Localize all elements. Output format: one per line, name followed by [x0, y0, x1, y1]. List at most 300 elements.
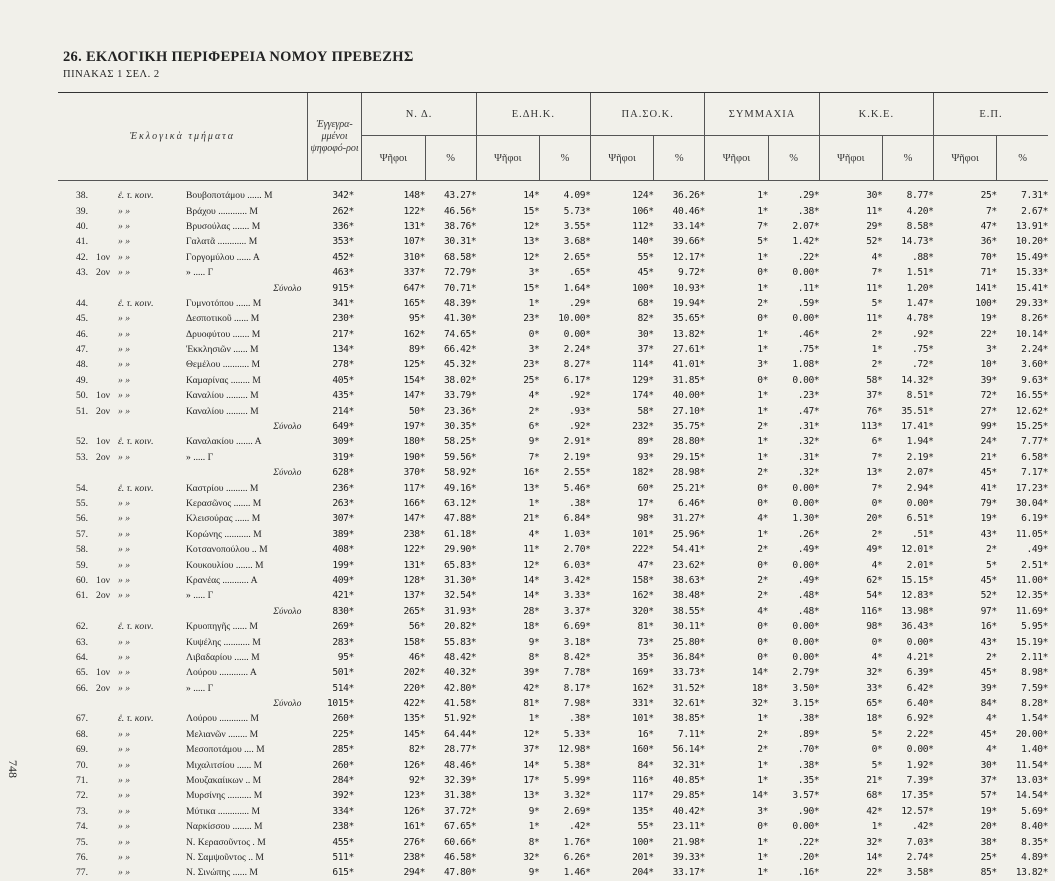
percent-cell: 2.65* — [563, 251, 591, 263]
area-kind: » » — [118, 836, 130, 848]
votes-cell: 154* — [403, 374, 425, 386]
votes-cell: 42* — [866, 805, 883, 817]
percent-cell: 46.56* — [443, 205, 477, 217]
percent-cell: 0.00* — [906, 744, 934, 756]
area-name: Μιχαλιτσίου ...... Μ — [186, 759, 263, 771]
header-party: Ν. Δ. — [362, 93, 476, 136]
registered-cell: 915* — [332, 282, 354, 294]
registered-cell: 238* — [332, 821, 354, 833]
votes-cell: 93* — [637, 451, 654, 463]
votes-cell: 49* — [866, 544, 883, 556]
percent-cell: 40.32* — [443, 667, 477, 679]
area-kind: » » — [118, 374, 130, 386]
votes-cell: 2* — [757, 297, 769, 309]
votes-cell: 3* — [757, 359, 769, 371]
area-ordinal: 1ον — [96, 251, 110, 263]
votes-cell: 37* — [980, 775, 997, 787]
area-number: 39. — [76, 205, 88, 217]
percent-cell: 2.67* — [1021, 205, 1048, 217]
registered-cell: 409* — [332, 574, 354, 586]
votes-cell: 337* — [403, 267, 425, 279]
registered-cell: 435* — [332, 390, 354, 402]
votes-cell: 25* — [523, 374, 540, 386]
votes-cell: 126* — [403, 759, 425, 771]
percent-cell: 15.41* — [1015, 282, 1048, 294]
votes-cell: 14* — [523, 574, 540, 586]
percent-cell: 2.19* — [563, 451, 591, 463]
area-kind: » » — [118, 744, 130, 756]
votes-cell: 32* — [866, 667, 883, 679]
area-name: Σύνολο — [273, 421, 302, 433]
percent-cell: .35* — [797, 775, 820, 787]
area-number: 45. — [76, 313, 88, 325]
votes-cell: 81* — [637, 621, 654, 633]
percent-cell: .70* — [797, 744, 820, 756]
area-kind: » » — [118, 759, 130, 771]
votes-cell: 100* — [632, 836, 654, 848]
votes-cell: 128* — [403, 574, 425, 586]
percent-cell: 59.56* — [443, 451, 477, 463]
votes-cell: 29* — [866, 220, 883, 232]
header-registered: Ἐγγεγρα-μμένοι ψηφοφό-ροι — [307, 93, 361, 181]
votes-cell: 0* — [757, 636, 769, 648]
percent-cell: 39.33* — [672, 851, 705, 863]
votes-cell: 43* — [980, 528, 997, 540]
area-kind: » » — [118, 220, 130, 232]
percent-cell: 0.00* — [906, 636, 934, 648]
votes-cell: 1* — [528, 713, 540, 725]
table-row — [58, 296, 1048, 311]
percent-cell: 2.70* — [563, 544, 591, 556]
votes-cell: 9* — [528, 867, 540, 879]
area-number: 75. — [76, 836, 88, 848]
area-number: 42. — [76, 251, 88, 263]
percent-cell: 4.09* — [563, 190, 591, 202]
table-row — [58, 757, 1048, 772]
area-kind: » » — [118, 205, 130, 217]
area-cell — [58, 604, 307, 619]
percent-cell: 68.58* — [443, 251, 477, 263]
votes-cell: 0* — [757, 313, 769, 325]
percent-cell: 30.35* — [443, 421, 477, 433]
votes-cell: 72* — [980, 390, 997, 402]
percent-cell: 8.28* — [1021, 698, 1048, 710]
votes-cell: 42* — [523, 682, 540, 694]
percent-cell: 1.47* — [906, 297, 934, 309]
registered-cell: 134* — [332, 344, 354, 356]
votes-cell: 1* — [528, 297, 540, 309]
area-cell — [58, 465, 307, 480]
percent-cell: 27.10* — [672, 405, 705, 417]
votes-cell: 19* — [980, 805, 997, 817]
percent-cell: 2.91* — [563, 436, 591, 448]
area-name: Θεμέλου ........... Μ — [186, 359, 261, 371]
votes-cell: 70* — [980, 251, 997, 263]
area-cell — [58, 573, 307, 588]
votes-cell: 147* — [403, 390, 425, 402]
area-cell — [58, 419, 307, 434]
subheader-votes: Ψῆφοι — [705, 136, 768, 181]
table-row — [58, 511, 1048, 526]
votes-cell: 162* — [403, 328, 425, 340]
area-name: Γοργομύλου ...... Α — [186, 251, 260, 263]
area-cell — [58, 219, 307, 234]
percent-cell: 3.60* — [1021, 359, 1048, 371]
votes-cell: 32* — [751, 698, 769, 710]
percent-cell: .42* — [912, 821, 934, 833]
votes-cell: 4* — [528, 390, 540, 402]
percent-cell: .26* — [797, 528, 820, 540]
table-row — [58, 342, 1048, 357]
votes-cell: 238* — [403, 851, 425, 863]
votes-cell: 4* — [985, 713, 997, 725]
votes-cell: 28* — [523, 605, 540, 617]
percent-cell: 5.46* — [563, 482, 591, 494]
percent-cell: 7.39* — [906, 775, 934, 787]
registered-cell: 830* — [332, 605, 354, 617]
votes-cell: 647* — [403, 282, 425, 294]
area-kind: » » — [118, 313, 130, 325]
percent-cell: 11.05* — [1015, 528, 1048, 540]
area-cell — [58, 327, 307, 342]
area-name: Κυψέλης ........... Μ — [186, 636, 261, 648]
votes-cell: 16* — [523, 467, 540, 479]
percent-cell: 4.20* — [906, 205, 934, 217]
percent-cell: 29.85* — [672, 790, 705, 802]
votes-cell: 95* — [408, 313, 425, 325]
percent-cell: 3.32* — [563, 790, 591, 802]
votes-cell: 148* — [403, 190, 425, 202]
votes-cell: 7* — [871, 482, 883, 494]
area-cell — [58, 250, 307, 265]
percent-cell: .92* — [912, 328, 934, 340]
percent-cell: .92* — [569, 421, 591, 433]
header-party: ΣΥΜΜΑΧΙΑ — [705, 93, 819, 136]
votes-cell: 6* — [871, 436, 883, 448]
votes-cell: 162* — [632, 590, 654, 602]
area-number: 52. — [76, 436, 88, 448]
votes-cell: 85* — [980, 867, 997, 879]
percent-cell: 3.55* — [563, 220, 591, 232]
votes-cell: 114* — [632, 359, 654, 371]
percent-cell: 5.73* — [563, 205, 591, 217]
percent-cell: .47* — [797, 405, 820, 417]
percent-cell: 5.69* — [1021, 805, 1048, 817]
percent-cell: 11.54* — [1015, 759, 1048, 771]
area-number: 59. — [76, 559, 88, 571]
area-cell — [58, 619, 307, 634]
percent-cell: 12.98* — [558, 744, 591, 756]
area-number: 43. — [76, 267, 88, 279]
votes-cell: 0* — [757, 498, 769, 509]
registered-cell: 514* — [332, 682, 354, 694]
percent-cell: 35.51* — [901, 405, 934, 417]
percent-cell: 2.07* — [792, 220, 820, 232]
votes-cell: 45* — [980, 574, 997, 586]
area-name: » ..... Γ — [186, 590, 214, 602]
votes-cell: 135* — [403, 713, 425, 725]
percent-cell: 32.39* — [443, 775, 477, 787]
votes-cell: 55* — [637, 821, 654, 833]
area-number: 53. — [76, 451, 88, 463]
area-number: 48. — [76, 359, 88, 371]
area-number: 40. — [76, 220, 88, 232]
percent-cell: 5.99* — [563, 775, 591, 787]
area-cell — [58, 450, 307, 465]
percent-cell: 25.21* — [672, 482, 705, 494]
percent-cell: 0.00* — [792, 374, 820, 386]
area-cell — [58, 203, 307, 218]
header-party: Ε.ΔΗ.Κ. — [476, 93, 590, 136]
percent-cell: .38* — [797, 759, 820, 771]
percent-cell: 2.55* — [563, 467, 591, 479]
percent-cell: 12.35* — [1015, 590, 1048, 602]
percent-cell: 23.36* — [443, 405, 477, 417]
votes-cell: 27* — [980, 405, 997, 417]
area-name: Ν. Σαμψοῦντος .. Μ — [186, 851, 264, 863]
votes-cell: 52* — [866, 236, 883, 248]
votes-cell: 12* — [523, 251, 540, 263]
votes-cell: 39* — [523, 667, 540, 679]
area-kind: ἐ. τ. κοιν. — [118, 713, 154, 725]
percent-cell: 1.20* — [906, 282, 934, 294]
area-kind: » » — [118, 513, 130, 525]
percent-cell: 2.69* — [563, 805, 591, 817]
percent-cell: 0.00* — [792, 482, 820, 494]
area-name: Σύνολο — [273, 605, 302, 617]
percent-cell: 1.46* — [563, 867, 591, 879]
area-kind: » » — [118, 451, 130, 463]
votes-cell: 84* — [637, 759, 654, 771]
area-kind: » » — [118, 251, 130, 263]
percent-cell: 0.00* — [792, 651, 820, 663]
percent-cell: 2.94* — [906, 482, 934, 494]
votes-cell: 145* — [403, 728, 425, 740]
percent-cell: 6.42* — [906, 682, 934, 694]
area-ordinal: 2ον — [96, 682, 110, 694]
percent-cell: 17.35* — [901, 790, 934, 802]
votes-cell: 25* — [980, 190, 997, 202]
percent-cell: 10.20* — [1015, 236, 1048, 248]
percent-cell: 29.90* — [443, 544, 477, 556]
votes-cell: 0* — [757, 482, 769, 494]
percent-cell: .49* — [797, 574, 820, 586]
percent-cell: 1.64* — [563, 282, 591, 294]
votes-cell: 182* — [632, 467, 654, 479]
votes-cell: 81* — [523, 698, 540, 710]
votes-cell: 14* — [523, 590, 540, 602]
registered-cell: 307* — [332, 513, 354, 525]
percent-cell: 0.00* — [792, 621, 820, 633]
registered-cell: 262* — [332, 205, 354, 217]
percent-cell: 1.40* — [1021, 744, 1048, 756]
area-number: 64. — [76, 651, 88, 663]
percent-cell: .59* — [797, 297, 820, 309]
registered-cell: 199* — [332, 559, 354, 571]
area-cell — [58, 434, 307, 449]
percent-cell: 38.02* — [443, 374, 477, 386]
votes-cell: 2* — [985, 651, 997, 663]
percent-cell: .72* — [912, 359, 934, 371]
area-number: 58. — [76, 544, 88, 556]
votes-cell: 5* — [985, 559, 997, 571]
votes-cell: 47* — [980, 220, 997, 232]
votes-cell: 1* — [528, 821, 540, 833]
percent-cell: 67.65* — [443, 821, 477, 833]
votes-cell: 158* — [632, 574, 654, 586]
percent-cell: .20* — [797, 851, 820, 863]
area-number: 62. — [76, 621, 88, 633]
percent-cell: 10.93* — [672, 282, 705, 294]
votes-cell: 1* — [757, 528, 769, 540]
votes-cell: 20* — [980, 821, 997, 833]
percent-cell: 48.39* — [443, 297, 477, 309]
votes-cell: 116* — [860, 605, 883, 617]
area-cell — [58, 634, 307, 649]
votes-cell: 202* — [403, 667, 425, 679]
registered-cell: 392* — [332, 790, 354, 802]
percent-cell: 0.00* — [792, 559, 820, 571]
percent-cell: 3.58* — [906, 867, 934, 879]
area-kind: » » — [118, 667, 130, 679]
votes-cell: 17* — [637, 498, 654, 509]
registered-cell: 455* — [332, 836, 354, 848]
area-number: 38. — [76, 190, 88, 202]
percent-cell: 4.78* — [906, 313, 934, 325]
percent-cell: .48* — [797, 605, 820, 617]
percent-cell: 38.85* — [672, 713, 705, 725]
percent-cell: 1.30* — [792, 513, 820, 525]
percent-cell: .31* — [797, 451, 820, 463]
area-name: Μυρσίνης .......... Μ — [186, 790, 263, 802]
area-cell — [58, 865, 307, 880]
area-cell — [58, 280, 307, 295]
votes-cell: 37* — [523, 744, 540, 756]
votes-cell: 4* — [871, 559, 883, 571]
percent-cell: 8.27* — [563, 359, 591, 371]
percent-cell: 38.48* — [672, 590, 705, 602]
percent-cell: 31.27* — [672, 513, 705, 525]
area-cell — [58, 527, 307, 542]
area-number: 73. — [76, 805, 88, 817]
area-name: Καναλακίου ....... Α — [186, 436, 262, 448]
percent-cell: 14.32* — [901, 374, 934, 386]
percent-cell: 5.95* — [1021, 621, 1048, 633]
area-ordinal: 2ον — [96, 451, 110, 463]
percent-cell: .31* — [797, 421, 820, 433]
votes-cell: 8* — [528, 836, 540, 848]
percent-cell: 12.62* — [1015, 405, 1048, 417]
area-name: Κλεισούρας ...... Μ — [186, 513, 261, 525]
percent-cell: 48.42* — [443, 651, 477, 663]
votes-cell: 310* — [403, 251, 425, 263]
votes-cell: 1* — [757, 775, 769, 787]
votes-cell: 32* — [866, 836, 883, 848]
percent-cell: 20.82* — [443, 621, 477, 633]
area-kind: » » — [118, 236, 130, 248]
percent-cell: 1.94* — [906, 436, 934, 448]
percent-cell: 8.98* — [1021, 667, 1048, 679]
votes-cell: 135* — [632, 805, 654, 817]
area-kind: » » — [118, 559, 130, 571]
votes-cell: 232* — [632, 421, 654, 433]
area-name: Κορώνης ........... Μ — [186, 528, 262, 540]
table-row — [58, 650, 1048, 665]
votes-cell: 1* — [757, 867, 769, 879]
area-number: 69. — [76, 744, 88, 756]
percent-cell: 35.75* — [672, 421, 705, 433]
votes-cell: 265* — [403, 605, 425, 617]
registered-cell: 1015* — [326, 698, 354, 710]
votes-cell: 11* — [523, 544, 540, 556]
area-cell — [58, 665, 307, 680]
votes-cell: 131* — [403, 559, 425, 571]
area-number: 68. — [76, 728, 88, 740]
area-name: Βράχου ............ Μ — [186, 205, 258, 217]
header-party: Ε.Π. — [934, 93, 1048, 136]
percent-cell: .23* — [797, 390, 820, 402]
percent-cell: 0.00* — [792, 498, 820, 509]
percent-cell: 6.46* — [678, 498, 705, 509]
table-row — [58, 834, 1048, 849]
votes-cell: 30* — [866, 190, 883, 202]
percent-cell: 38.63* — [672, 574, 705, 586]
votes-cell: 0* — [871, 636, 883, 648]
percent-cell: 2.19* — [906, 451, 934, 463]
votes-cell: 125* — [403, 359, 425, 371]
area-name: » ..... Γ — [186, 267, 214, 279]
votes-cell: 19* — [980, 313, 997, 325]
votes-cell: 2* — [871, 328, 883, 340]
votes-cell: 107* — [403, 236, 425, 248]
votes-cell: 20* — [866, 513, 883, 525]
percent-cell: 58.25* — [443, 436, 477, 448]
percent-cell: 41.30* — [443, 313, 477, 325]
votes-cell: 276* — [403, 836, 425, 848]
votes-cell: 24* — [980, 436, 997, 448]
percent-cell: 33.79* — [443, 390, 477, 402]
percent-cell: .93* — [569, 405, 591, 417]
registered-cell: 319* — [332, 451, 354, 463]
percent-cell: 25.80* — [672, 636, 705, 648]
page-title: 26. ΕΚΛΟΓΙΚΗ ΠΕΡΙΦΕΡΕΙΑ ΝΟΜΟΥ ΠΡΕΒΕΖΗΣ — [63, 49, 414, 65]
table-row — [58, 634, 1048, 649]
percent-cell: .22* — [797, 836, 820, 848]
votes-cell: 2* — [757, 590, 769, 602]
registered-cell: 284* — [332, 775, 354, 787]
votes-cell: 7* — [528, 451, 540, 463]
votes-cell: 45* — [980, 728, 997, 740]
percent-cell: 6.84* — [563, 513, 591, 525]
percent-cell: 6.17* — [563, 374, 591, 386]
votes-cell: 47* — [637, 559, 654, 571]
percent-cell: 14.54* — [1015, 790, 1048, 802]
area-ordinal: 1ον — [96, 436, 110, 448]
area-number: 51. — [76, 405, 88, 417]
votes-cell: 1* — [757, 390, 769, 402]
votes-cell: 0* — [757, 267, 769, 279]
registered-cell: 408* — [332, 544, 354, 556]
subheader-votes: Ψῆφοι — [362, 136, 425, 181]
votes-cell: 0* — [757, 621, 769, 633]
percent-cell: 28.80* — [672, 436, 705, 448]
area-cell — [58, 588, 307, 603]
votes-cell: 1* — [757, 759, 769, 771]
area-cell — [58, 696, 307, 711]
votes-cell: 7* — [757, 220, 769, 232]
table-row — [58, 219, 1048, 234]
votes-cell: 137* — [403, 590, 425, 602]
